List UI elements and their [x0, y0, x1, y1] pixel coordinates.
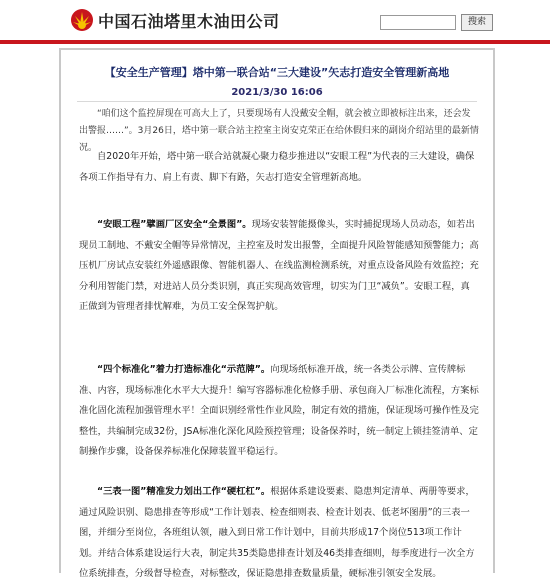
article-title: 【安全生产管理】塔中第一联合站“三大建设”矢志打造安全管理新高地: [104, 66, 450, 79]
article-container: [59, 48, 495, 579]
header-divider-bar: [0, 40, 550, 44]
paragraph-lead: “四个标准化”着力打造标准化“示范牌”。: [97, 364, 271, 375]
paragraph-lead: “三表一图”精准发力划出工作“硬杠杠”。: [97, 486, 271, 497]
title-divider: [77, 101, 477, 102]
paragraph-text: 根据体系建设要素、隐患判定清单、两册等要求，通过风险识别、隐患排查等形成“工作计划表、检查细则表、检查计划表、低老坏图册”的三表一图，并细分至岗位，各班组认领，融入到日常工作计划中，目前共形成17个岗位513项工作计划。并结合体系建设运行大表，制定共35类隐患排查计划及46类排查细则，每季度进行一次全方位系统排查，分级督导检查，对标整改，保证隐患排查数量质量，硬标准引领安全发展。: [79, 486, 475, 579]
article-date: 2021/3/30 16:06: [231, 87, 323, 98]
site-title[interactable]: 中国石油塔里木油田公司: [98, 12, 280, 31]
article-paragraph: [79, 360, 479, 463]
article-paragraph: [79, 482, 479, 585]
search-input[interactable]: [380, 15, 456, 30]
paragraph-text: 现场安装智能摄像头，实时捕捉现场人员动态，如若出现员工制地、不戴安全帽等异常情况，主控室及时发出报警，全面提升风险智能感知预警能力；高压机厂房试点安装红外遥感跟像、智能机器人、在线监测检测系统，对重点设备风险有效监控；充分利用智能门禁，对进站人员分类识别，真正实现高效管理，切实为门卫“减负”。安眼工程，真正做到为管理者排忧解难，为员工安全保驾护航。: [79, 219, 479, 312]
petrochina-logo-icon[interactable]: [70, 8, 94, 32]
paragraph-text: 自2020年开始，塔中第一联合站就凝心聚力稳步推进以“安眼工程”为代表的三大建设，确保各项工作指导有力、肩上有责、脚下有路，矢志打造安全管理新高地。: [79, 151, 475, 183]
article-paragraph: [79, 147, 479, 188]
article-summary: “咱们这个监控屏现在可高大上了，只要现场有人没戴安全帽，就会被立即被标注出来，还会发出警报……”。3月26日，塔中第一联合站主控室主岗安克荣正在给休假归来的副岗介绍站里的最新情况。: [79, 109, 479, 153]
paragraph-text: 向现场纸标准开战，统一各类公示牌、宣传牌标准、内容，现场标准化水平大大提升！编写容器标准化检修手册、承包商入厂标准化流程，方案标准化固化流程加强管理水平！全面识别经常性作业风险，制定有效的措施，保证现场可操作性及完整性，共编制完成32份，JSA标准化深化风险预控管理；设备保养时，统一制定上锁挂签清单、定制操作步骤，设备保养标准化保障装置平稳运行。: [79, 364, 479, 457]
paragraph-lead: “安眼工程”擘画厂区安全“全景图”。: [97, 219, 252, 230]
article-paragraph: [79, 215, 479, 318]
search-button[interactable]: 搜索: [461, 14, 493, 31]
site-header: [0, 0, 550, 40]
